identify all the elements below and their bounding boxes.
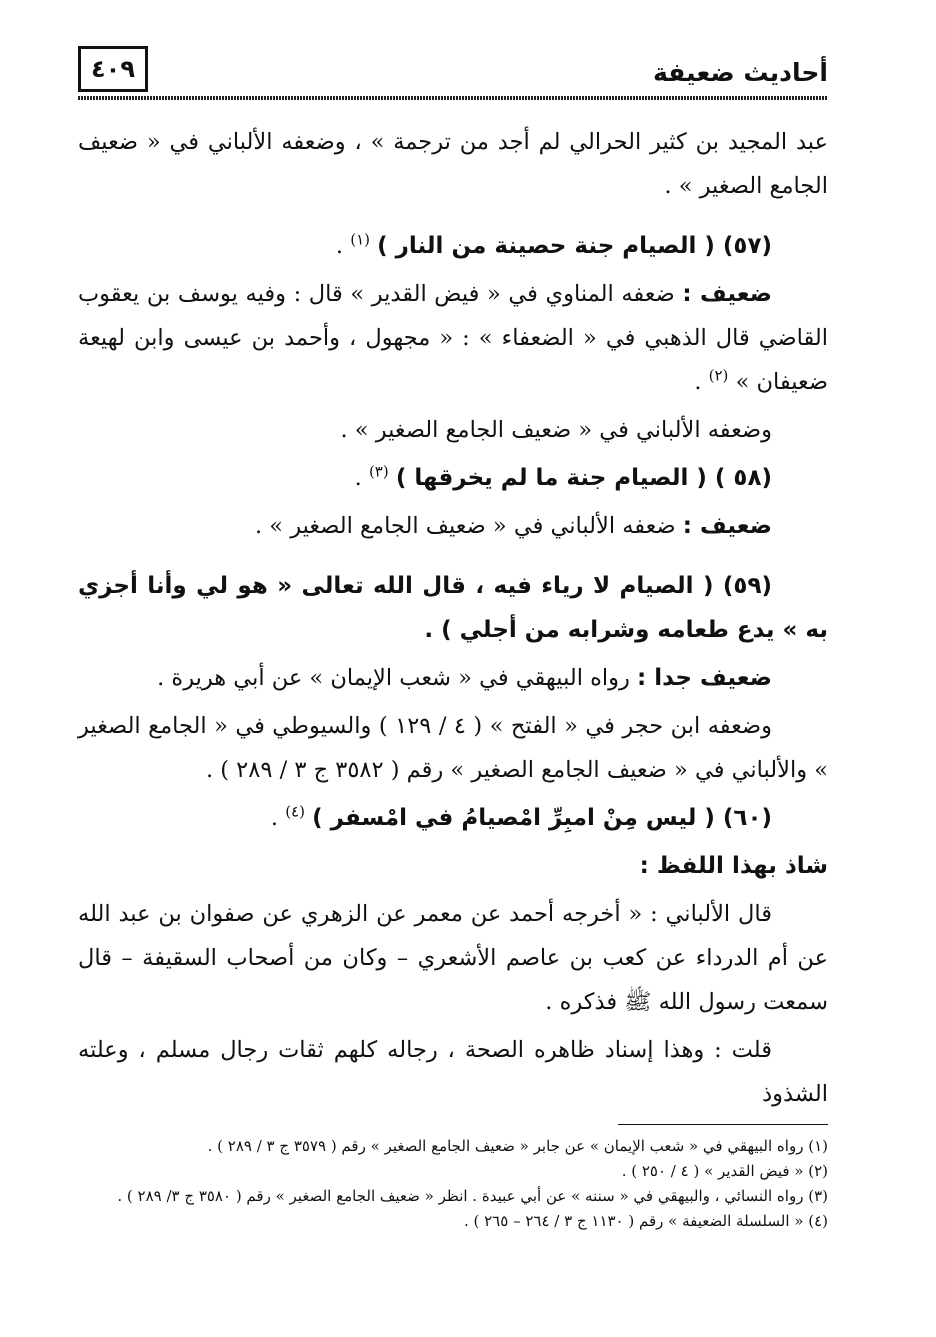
- period: .: [694, 369, 709, 395]
- footnote-ref: (٣): [368, 462, 389, 481]
- hadith-57: [78, 224, 828, 268]
- page-header: [78, 46, 828, 106]
- grading-58: [78, 504, 828, 548]
- grading-60: [78, 844, 828, 888]
- footnote-4: (٤) « السلسلة الضعيفة » رقم ( ١١٣٠ ج ٣ / ٢٦٤ – ٢٦٥ ) .: [463, 1212, 828, 1230]
- grading-59: [78, 656, 828, 700]
- period: .: [354, 465, 369, 491]
- footnotes: [78, 1134, 828, 1234]
- main-text: [78, 120, 828, 1132]
- footnote-2: (٢) « فيض القدير » ( ٤ / ٢٥٠ ) .: [621, 1162, 828, 1180]
- paragraph: قال الألباني : « أخرجه أحمد عن معمر عن الزهري عن صفوان بن عبد الله عن أم الدرداء عن كعب بن عاصم الأشعري – وكان من أصحاب السقيفة – قال سمعت رسول الله ﷺ فذكره .: [78, 901, 828, 1015]
- grading-text: ضعفه المناوي في « فيض القدير » قال : وفيه يوسف بن يعقوب القاضي قال الذهبي في « الضعفاء » : « مجهول ، وأحمد بن عيسى وابن لهيعة ضعيفان »: [78, 281, 828, 395]
- paragraph: عبد المجيد بن كثير الحرالي لم أجد من ترجمة » ، وضعفه الألباني في « ضعيف الجامع الصغير » .: [78, 129, 828, 199]
- footnote-ref: (٤): [285, 802, 305, 821]
- paragraph: قلت : وهذا إسناد ظاهره الصحة ، رجاله كلهم ثقات رجال مسلم ، وعلته الشذوذ: [78, 1037, 828, 1107]
- grading-text: ضعفه الألباني في « ضعيف الجامع الصغير » .: [255, 513, 683, 539]
- hadith-58: [78, 456, 828, 500]
- grading-57: [78, 272, 828, 404]
- running-title: أحاديث ضعيفة: [653, 58, 828, 87]
- grading-label: شاذ بهذا اللفظ :: [639, 853, 828, 879]
- page-number: ٤٠٩: [91, 55, 135, 83]
- grading-text: رواه البيهقي في « شعب الإيمان » عن أبي هريرة .: [157, 665, 638, 691]
- hadith-text: (٥٩) ( الصيام لا رياء فيه ، قال الله تعالى « هو لي وأنا أجزي به » يدع طعامه وشرابه من أجلي ) .: [78, 573, 828, 643]
- hadith-text: (٥٧) ( الصيام جنة حصينة من النار ): [377, 233, 772, 259]
- hadith-text: (٥٨ ) ( الصيام جنة ما لم يخرقها ): [395, 465, 772, 491]
- paragraph: وضعفه ابن حجر في « الفتح » ( ٤ / ١٢٩ ) والسيوطي في « الجامع الصغير » والألباني في « ضعيف الجامع الصغير » رقم ( ٣٥٨٢ ج ٣ / ٢٨٩ ) .: [78, 713, 828, 783]
- footnote-rule: [618, 1124, 828, 1125]
- hadith-60: [78, 796, 828, 840]
- paragraph: وضعفه الألباني في « ضعيف الجامع الصغير » .: [340, 417, 772, 443]
- period: .: [270, 805, 286, 831]
- footnote-1: (١) رواه البيهقي في « شعب الإيمان » عن جابر « ضعيف الجامع الصغير » رقم ( ٣٥٧٩ ج ٣ / ٢٨٩ ) .: [207, 1137, 828, 1155]
- header-rule: [78, 96, 828, 100]
- page-number-box: [78, 46, 148, 92]
- footnote-3: (٣) رواه النسائي ، والبيهقي في « سننه » عن أبي عبيدة . انظر « ضعيف الجامع الصغير » رقم ( ٣٥٨٠ ج ٣/ ٢٨٩ ) .: [117, 1187, 828, 1205]
- hadith-59: [78, 564, 828, 652]
- grading-label: ضعيف :: [682, 281, 772, 307]
- footnote-ref: (٢): [708, 366, 729, 385]
- grading-label: ضعيف جدا :: [637, 665, 772, 691]
- footnote-ref: (١): [350, 230, 370, 249]
- grading-label: ضعيف :: [682, 513, 772, 539]
- hadith-text: (٦٠) ( ليس مِنْ امبِرِّ امْصيامُ في امْسفر ): [312, 805, 772, 831]
- period: .: [335, 233, 351, 259]
